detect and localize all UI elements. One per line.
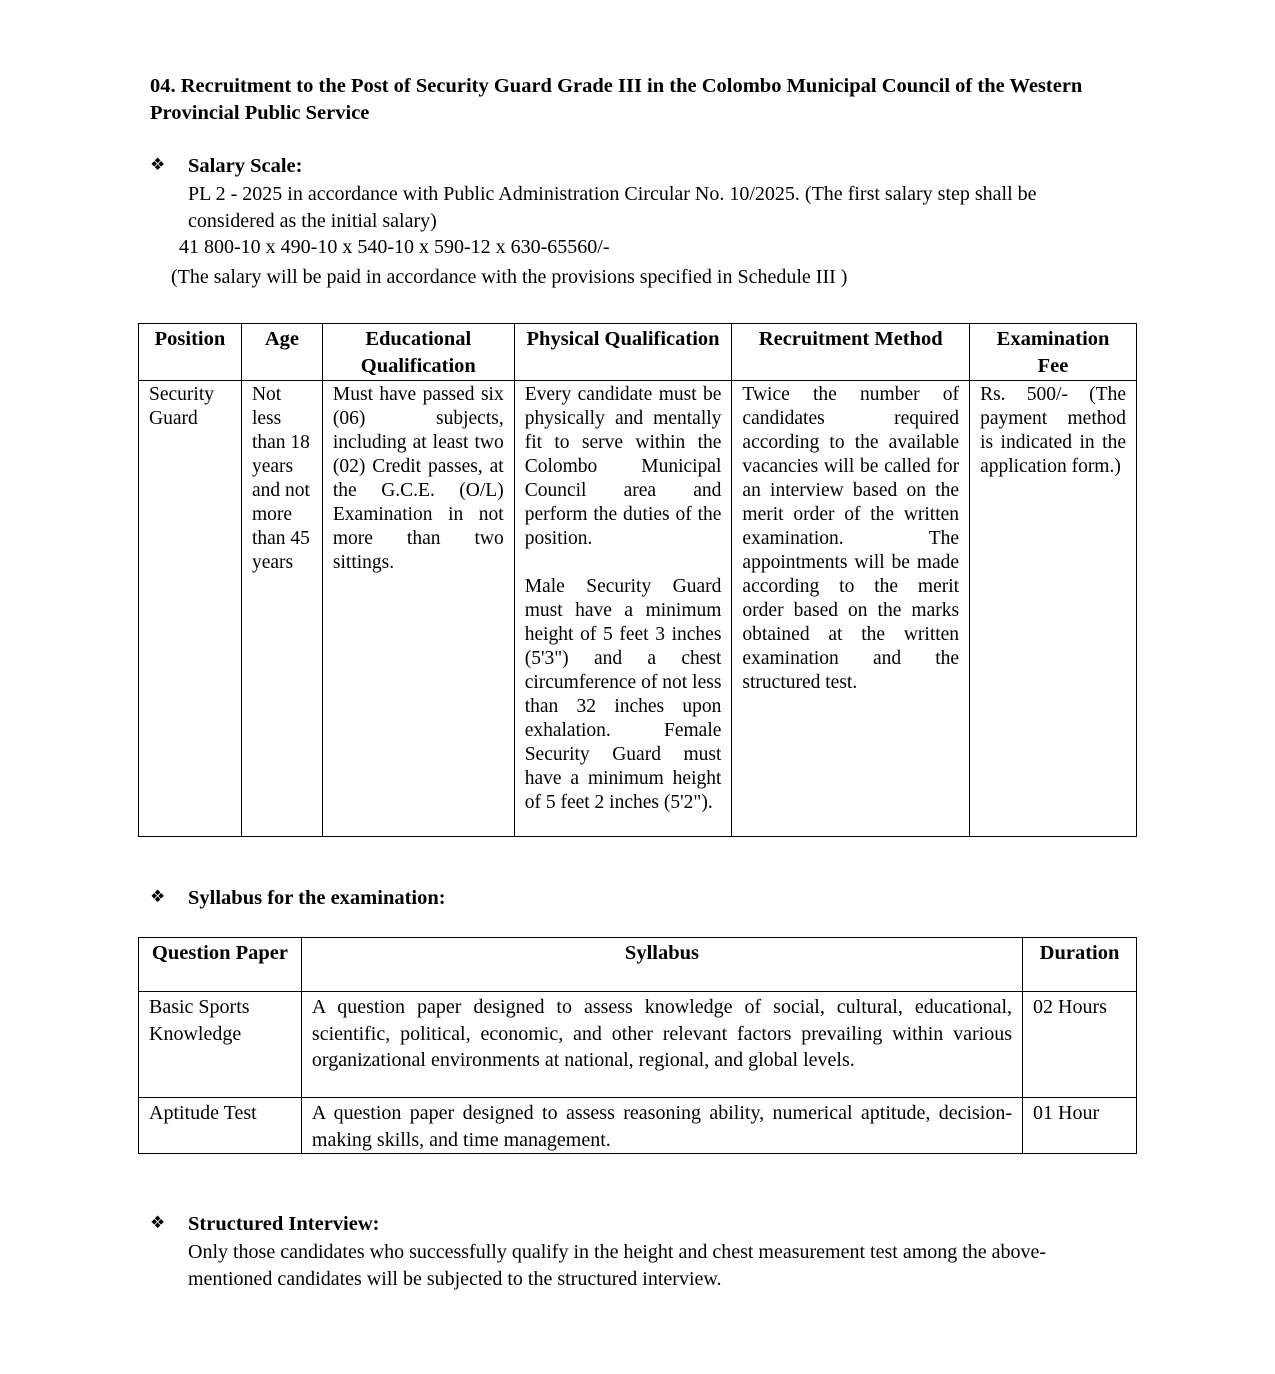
cell-position: Security Guard bbox=[139, 381, 242, 837]
structured-interview-text: Only those candidates who successfully qualify in the height and chest measurement test among the above-mentioned candidates will be subjected to the structured interview. bbox=[188, 1241, 1047, 1290]
salary-scale-label: Salary Scale: bbox=[188, 155, 303, 177]
cell-physical bbox=[514, 381, 732, 837]
cell-paper: Basic Sports Knowledge bbox=[139, 992, 302, 1098]
table-row bbox=[139, 992, 1137, 1098]
cell-duration: 01 Hour bbox=[1023, 1098, 1137, 1154]
position-table bbox=[138, 323, 1137, 837]
syllabus-label: Syllabus for the examination: bbox=[188, 887, 446, 909]
header-physical-qualification: Physical Qualification bbox=[514, 324, 732, 381]
table-row bbox=[139, 1098, 1137, 1154]
cell-examination-fee: Rs. 500/- (The payment method is indicated in the application form.) bbox=[970, 381, 1137, 837]
header-syllabus: Syllabus bbox=[301, 938, 1022, 992]
cell-paper: Aptitude Test bbox=[139, 1098, 302, 1154]
header-question-paper: Question Paper bbox=[139, 938, 302, 992]
structured-interview-label: Structured Interview: bbox=[188, 1213, 380, 1235]
header-educational-qualification: Educational Qualification bbox=[322, 324, 514, 381]
salary-note: (The salary will be paid in accordance with the provisions specified in Schedule III ) bbox=[171, 266, 848, 288]
table-row bbox=[139, 381, 1137, 837]
cell-duration: 02 Hours bbox=[1023, 992, 1137, 1098]
header-recruitment-method: Recruitment Method bbox=[732, 324, 970, 381]
header-examination-fee: Examination Fee bbox=[970, 324, 1137, 381]
document-heading: 04. Recruitment to the Post of Security Guard Grade III in the Colombo Municipal Council of the Western Provincial Public Service bbox=[150, 75, 1083, 124]
physical-fitness-text: Every candidate must be physically and mentally fit to serve within the Colombo Municipal Council area and perform the duties of the position. bbox=[524, 384, 722, 549]
cell-education: Must have passed six (06) subjects, including at least two (02) Credit passes, at the G.C.E. (O/L) Examination in not more than two sittings. bbox=[322, 381, 514, 837]
cell-syllabus: A question paper designed to assess reasoning ability, numerical aptitude, decision-making skills, and time management. bbox=[301, 1098, 1022, 1154]
cell-recruitment-method: Twice the number of candidates required according to the available vacancies will be called for an interview based on the merit order of the written examination. The appointments will be made according to the merit order based on the marks obtained at the written examination and the structured test. bbox=[732, 381, 970, 837]
bullet-icon: ❖ bbox=[150, 155, 166, 174]
header-age: Age bbox=[241, 324, 322, 381]
header-duration: Duration bbox=[1023, 938, 1137, 992]
height-requirement-text: Male Security Guard must have a minimum height of 5 feet 3 inches (5'3") and a chest circumference of not less than 32 inches upon exhalation. Female Security Guard must have a minimum height of 5 feet 2 inches (5'2"). bbox=[524, 576, 722, 813]
syllabus-table-header-row bbox=[139, 938, 1137, 992]
header-position: Position bbox=[139, 324, 242, 381]
cell-age: Not less than 18 years and not more than 45 years bbox=[241, 381, 322, 837]
salary-scale-description: PL 2 - 2025 in accordance with Public Administration Circular No. 10/2025. (The first salary step shall be considered as the initial salary) bbox=[188, 183, 1037, 232]
salary-scale-figures: 41 800-10 x 490-10 x 540-10 x 590-12 x 630-65560/- bbox=[179, 236, 610, 258]
bullet-icon: ❖ bbox=[150, 1213, 166, 1232]
position-table-header-row bbox=[139, 324, 1137, 381]
syllabus-table bbox=[138, 937, 1137, 1154]
bullet-icon: ❖ bbox=[150, 887, 166, 906]
cell-syllabus: A question paper designed to assess knowledge of social, cultural, educational, scientific, political, economic, and other relevant factors prevailing within various organizational environments at national, regional, and global levels. bbox=[301, 992, 1022, 1098]
